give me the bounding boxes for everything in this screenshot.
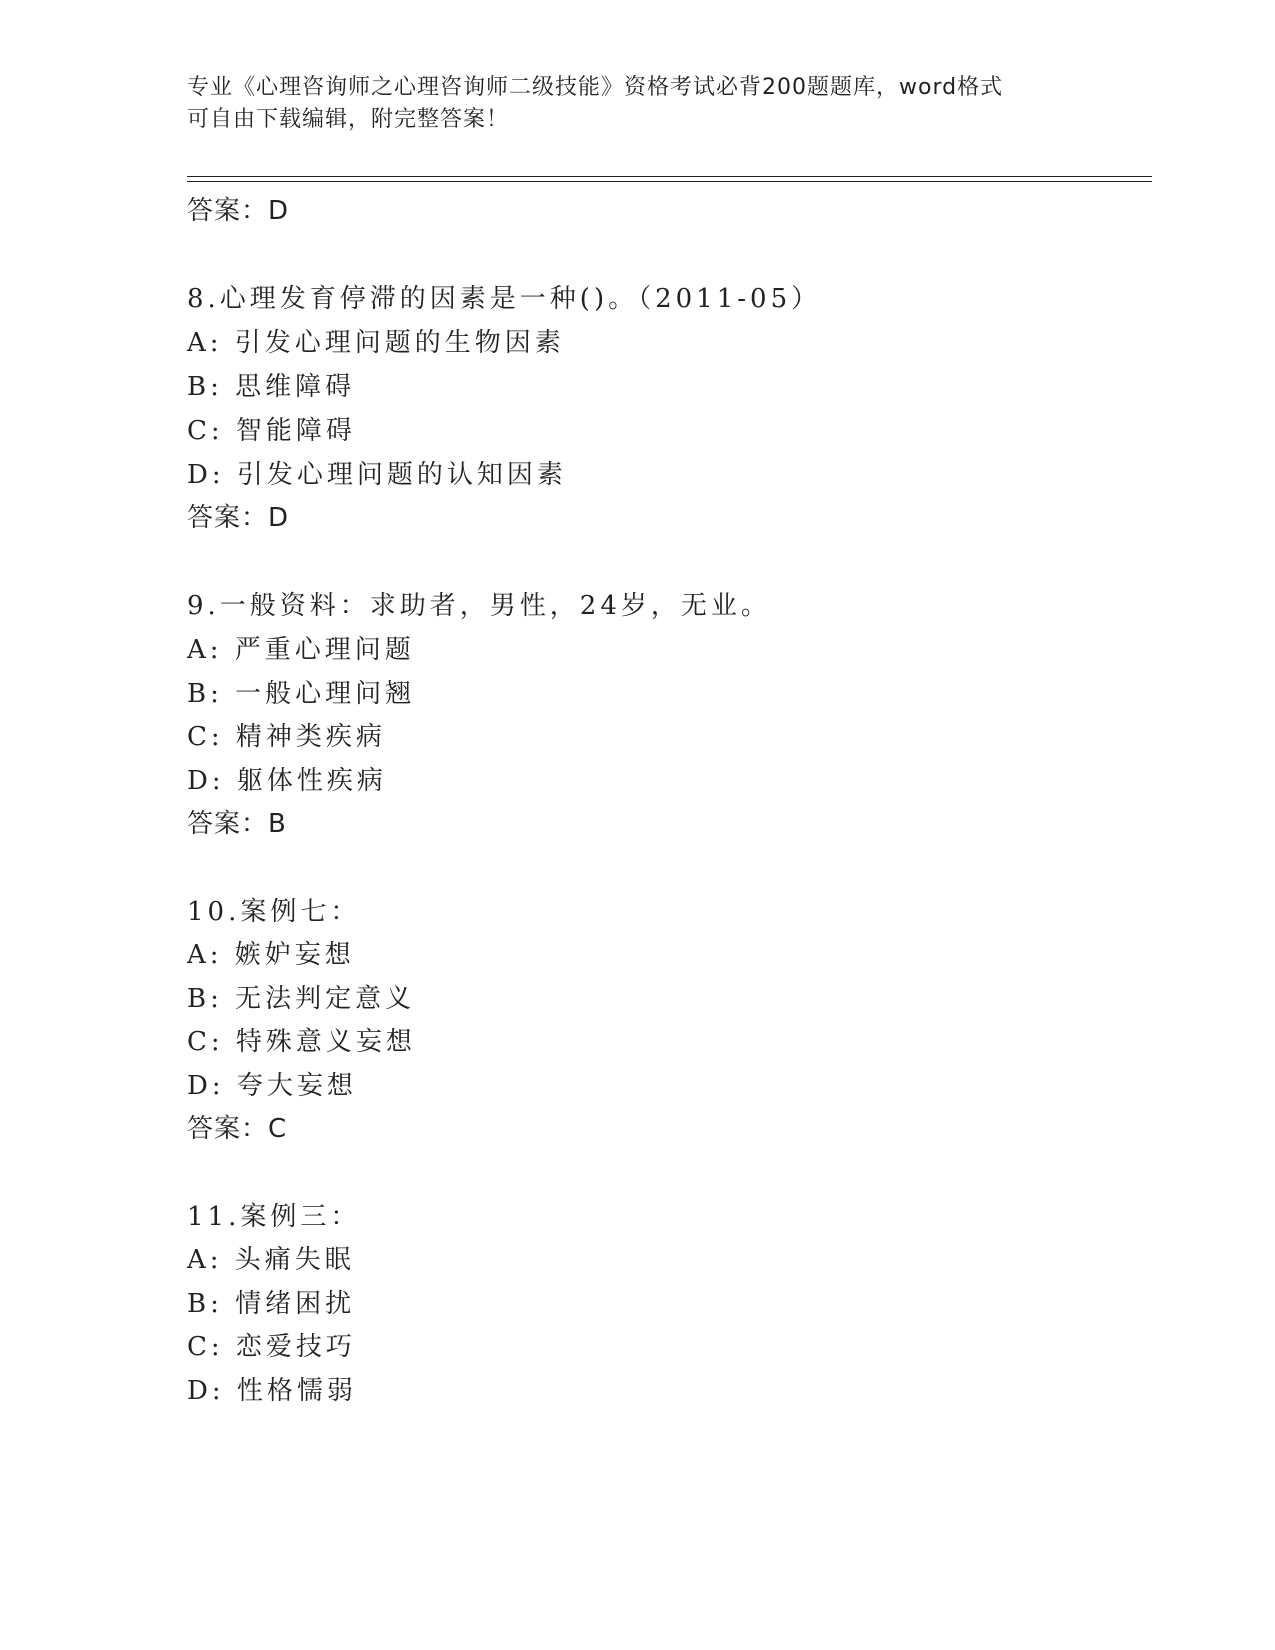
answer-line: 答案：C <box>187 1114 288 1144</box>
header-line-2: 可自由下载编辑，附完整答案！ <box>187 107 510 132</box>
option-a: A: 严重心理问题 <box>187 635 415 665</box>
option-d: D: 夸大妄想 <box>187 1071 357 1101</box>
option-d: D: 性格懦弱 <box>187 1376 357 1406</box>
option-c: C: 智能障碍 <box>187 416 356 446</box>
header-line-1: 专业《心理咨询师之心理咨询师二级技能》资格考试必背200题题库，word格式 <box>187 75 1004 100</box>
document-header <box>187 72 1087 136</box>
option-d: D: 引发心理问题的认知因素 <box>187 460 567 490</box>
answer-line: 答案：D <box>187 196 290 226</box>
option-a: A: 嫉妒妄想 <box>187 940 355 970</box>
option-b: B: 一般心理问翘 <box>187 679 416 709</box>
answer-line: 答案：B <box>187 809 287 839</box>
option-b: B: 思维障碍 <box>187 372 356 402</box>
option-b: B: 情绪困扰 <box>187 1289 356 1319</box>
question-text: 8.心理发育停滞的因素是一种()。（2011-05） <box>187 284 822 314</box>
option-a: A: 头痛失眠 <box>187 1245 355 1275</box>
question-text: 11.案例三： <box>187 1202 361 1232</box>
answer-line: 答案：D <box>187 503 290 533</box>
option-c: C: 特殊意义妄想 <box>187 1027 416 1057</box>
option-c: C: 恋爱技巧 <box>187 1332 356 1362</box>
option-c: C: 精神类疾病 <box>187 722 386 752</box>
question-text: 9.一般资料：求助者，男性，24岁，无业。 <box>187 591 771 621</box>
option-b: B: 无法判定意义 <box>187 984 416 1014</box>
header-divider-top <box>187 176 1152 177</box>
question-text: 10.案例七： <box>187 897 361 927</box>
option-d: D: 躯体性疾病 <box>187 766 387 796</box>
header-divider-bottom <box>187 181 1152 182</box>
option-a: A: 引发心理问题的生物因素 <box>187 328 565 358</box>
